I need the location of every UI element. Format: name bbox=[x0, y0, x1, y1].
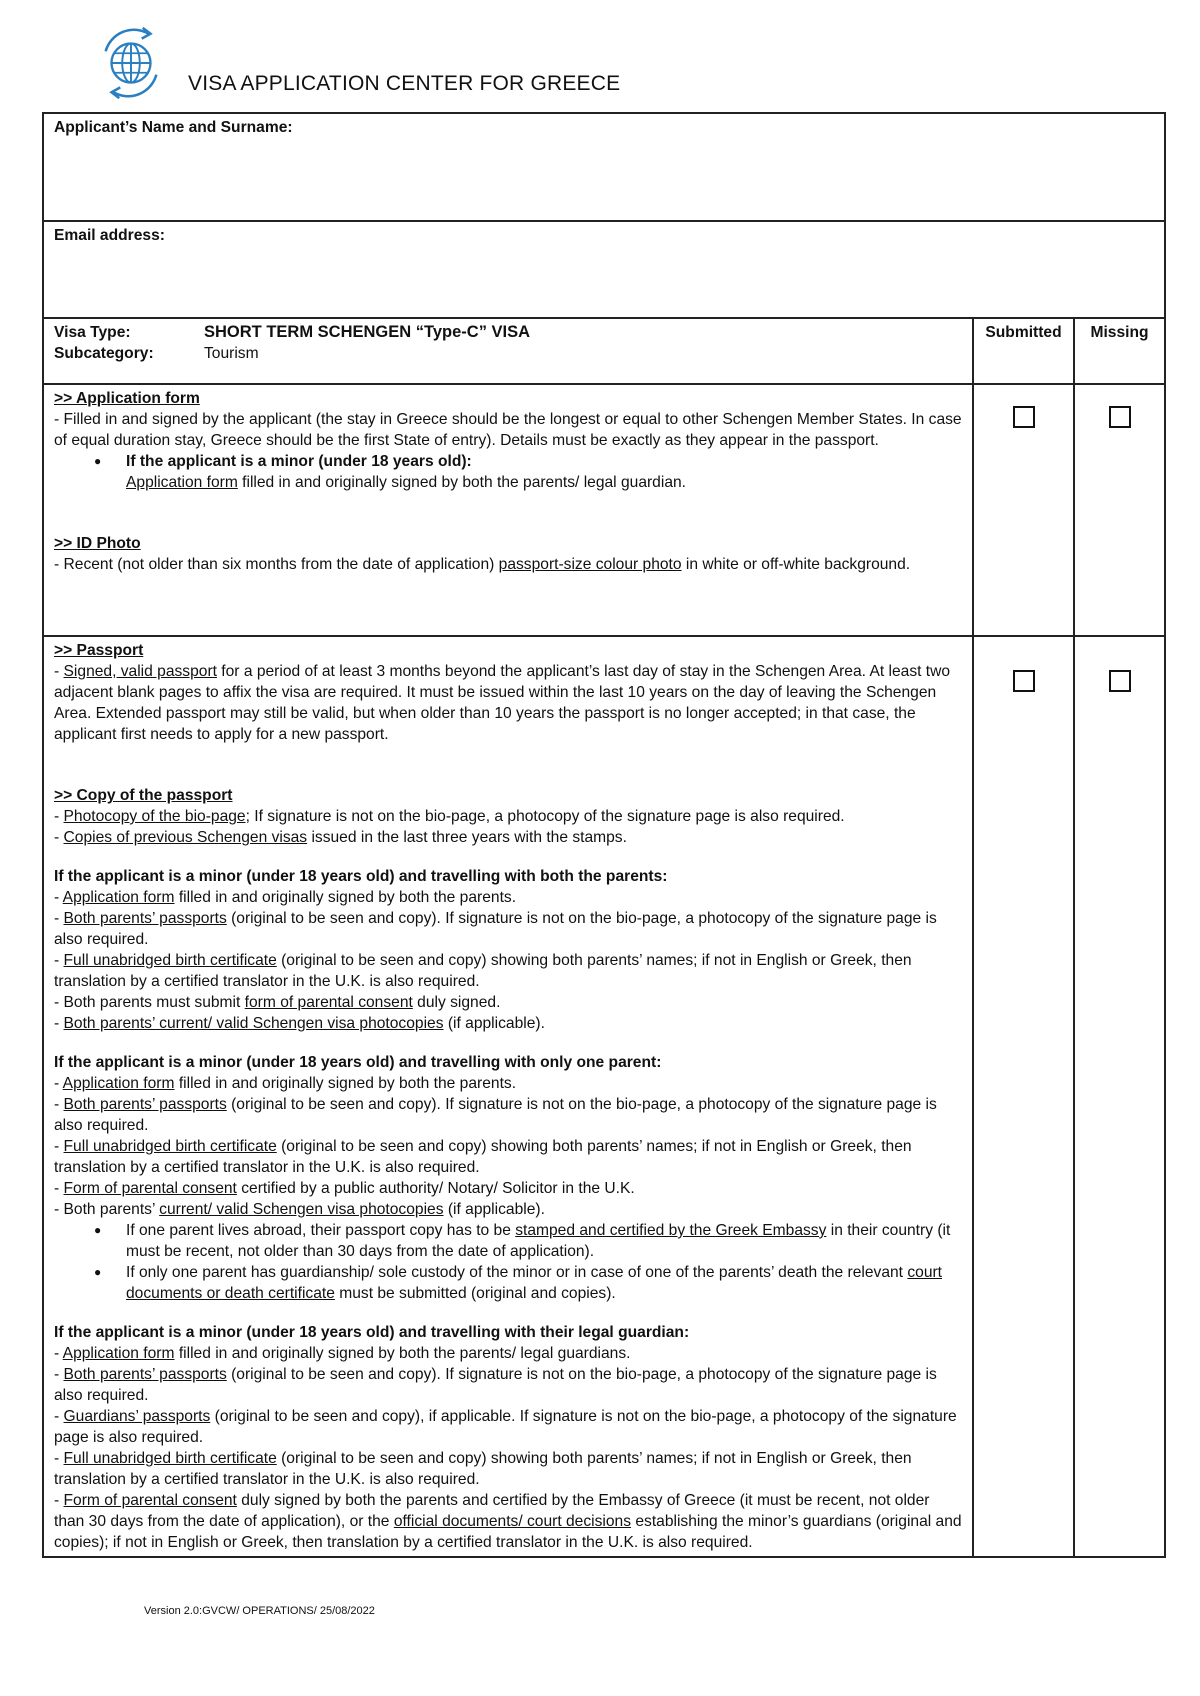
one-item-5: - Both parents’ current/ valid Schengen visa photocopies (if applicable). bbox=[54, 1201, 545, 1218]
visa-type-value: SHORT TERM SCHENGEN “Type-C” VISA bbox=[204, 323, 531, 341]
guardian-item-3: - Guardians’ passports (original to be seen and copy), if applicable. If signature is not on the bio-page, a photocopy of the signature page is also required. bbox=[54, 1408, 957, 1446]
missing-checkbox-1[interactable] bbox=[1109, 406, 1131, 428]
guardian-item-4: - Full unabridged birth certificate (original to be seen and copy) showing both parents’ names; if not in English or Greek, then translation by a certified translator in the U.K. is also required. bbox=[54, 1450, 912, 1488]
one-item-2: - Both parents’ passports (original to be seen and copy). If signature is not on the bio-page, a photocopy of the signature page is also required. bbox=[54, 1096, 937, 1134]
guardian-item-2: - Both parents’ passports (original to be seen and copy). If signature is not on the bio-page, a photocopy of the signature page is also required. bbox=[54, 1366, 937, 1404]
id-photo-title: >> ID Photo bbox=[54, 535, 141, 552]
minor-bullet: ● If the applicant is a minor (under 18 years old): bbox=[54, 451, 962, 472]
one-parent-heading: If the applicant is a minor (under 18 years old) and travelling with only one parent: bbox=[54, 1054, 662, 1071]
section-application-photo bbox=[43, 384, 973, 636]
missing-cell-1 bbox=[1074, 384, 1165, 636]
version-footer: Version 2.0:GVCW/ OPERATIONS/ 25/08/2022 bbox=[144, 1605, 375, 1617]
header-title: VISA APPLICATION CENTER FOR GREECE bbox=[188, 72, 621, 95]
one-bullet-1: ● If one parent lives abroad, their passport copy has to be stamped and certified by the Greek Embassy in their country (it must be recent, not older than 30 days from the date of application). bbox=[54, 1220, 962, 1262]
passport-title: >> Passport bbox=[54, 642, 144, 659]
section-passport bbox=[43, 636, 973, 1557]
copy-item-1: - Photocopy of the bio-page; If signature is not on the bio-page, a photocopy of the signature page is also required. bbox=[54, 808, 845, 825]
copy-item-2: - Copies of previous Schengen visas issued in the last three years with the stamps. bbox=[54, 829, 627, 846]
globe-logo-icon bbox=[92, 24, 170, 102]
subcategory-value: Tourism bbox=[204, 345, 259, 362]
email-label: Email address: bbox=[54, 227, 165, 244]
one-item-4: - Form of parental consent certified by a public authority/ Notary/ Solicitor in the U.K. bbox=[54, 1180, 635, 1197]
both-item-3: - Full unabridged birth certificate (original to be seen and copy) showing both parents’ names; if not in English or Greek, then translation by a certified translator in the U.K. is also required. bbox=[54, 952, 912, 990]
email-field[interactable] bbox=[43, 221, 1165, 318]
id-photo-text: - Recent (not older than six months from the date of application) passport-size colour photo in white or off-white background. bbox=[54, 556, 911, 573]
guardian-item-1: - Application form filled in and originally signed by both the parents/ legal guardians. bbox=[54, 1345, 631, 1362]
one-item-1: - Application form filled in and originally signed by both the parents. bbox=[54, 1075, 517, 1092]
application-form-text: - Filled in and signed by the applicant (the stay in Greece should be the longest or equal to other Schengen Member States. In case of equal duration stay, Greece should be the first State of entry). Details must be exactly as they appear in the passport. bbox=[54, 411, 962, 449]
passport-text: - Signed, valid passport for a period of at least 3 months beyond the applicant’s last day of stay in the Schengen Area. At least two adjacent blank pages to affix the visa are required. It must be issued within the last 10 years on the day of leaving the Schengen Area. Extended passport may still be valid, but when older than 10 years the passport is no longer accepted; in that case, the applicant first needs to apply for a new passport. bbox=[54, 663, 951, 743]
missing-cell-2 bbox=[1074, 636, 1165, 1557]
one-item-3: - Full unabridged birth certificate (original to be seen and copy) showing both parents’ names; if not in English or Greek, then translation by a certified translator in the U.K. is also required. bbox=[54, 1138, 912, 1176]
missing-header: Missing bbox=[1074, 318, 1165, 384]
submitted-checkbox-2[interactable] bbox=[1013, 670, 1035, 692]
both-parents-heading: If the applicant is a minor (under 18 years old) and travelling with both the parents: bbox=[54, 868, 668, 885]
page-header bbox=[92, 24, 792, 104]
missing-checkbox-2[interactable] bbox=[1109, 670, 1131, 692]
both-item-2: - Both parents’ passports (original to be seen and copy). If signature is not on the bio-page, a photocopy of the signature page is also required. bbox=[54, 910, 937, 948]
both-item-5: - Both parents’ current/ valid Schengen visa photocopies (if applicable). bbox=[54, 1015, 545, 1032]
guardian-heading: If the applicant is a minor (under 18 years old) and travelling with their legal guardian: bbox=[54, 1324, 690, 1341]
guardian-item-5: - Form of parental consent duly signed by both the parents and certified by the Embassy of Greece (it must be recent, not older than 30 days from the date of application), or the official documents/ court decisions establishing the minor’s guardians (original and copies); if not in English or Greek, then translation by a certified translator in the U.K. is also required. bbox=[54, 1492, 962, 1551]
subcategory-label: Subcategory: bbox=[54, 345, 154, 362]
submitted-checkbox-1[interactable] bbox=[1013, 406, 1035, 428]
both-item-4: - Both parents must submit form of parental consent duly signed. bbox=[54, 994, 501, 1011]
name-field[interactable] bbox=[43, 113, 1165, 221]
both-item-1: - Application form filled in and originally signed by both the parents. bbox=[54, 889, 517, 906]
visa-type-cell bbox=[43, 318, 973, 384]
minor-text: Application form filled in and originally signed by both the parents/ legal guardian. bbox=[126, 474, 686, 491]
submitted-header: Submitted bbox=[973, 318, 1074, 384]
submitted-cell-2 bbox=[973, 636, 1074, 1557]
application-form-title: >> Application form bbox=[54, 390, 200, 407]
name-label: Applicant’s Name and Surname: bbox=[54, 119, 293, 136]
copy-passport-title: >> Copy of the passport bbox=[54, 787, 233, 804]
submitted-cell-1 bbox=[973, 384, 1074, 636]
one-bullet-2: ● If only one parent has guardianship/ sole custody of the minor or in case of one of the parents’ death the relevant court documents or death certificate must be submitted (original and copies). bbox=[54, 1262, 962, 1304]
visa-type-label: Visa Type: bbox=[54, 324, 131, 341]
checklist-table bbox=[42, 112, 1166, 1558]
